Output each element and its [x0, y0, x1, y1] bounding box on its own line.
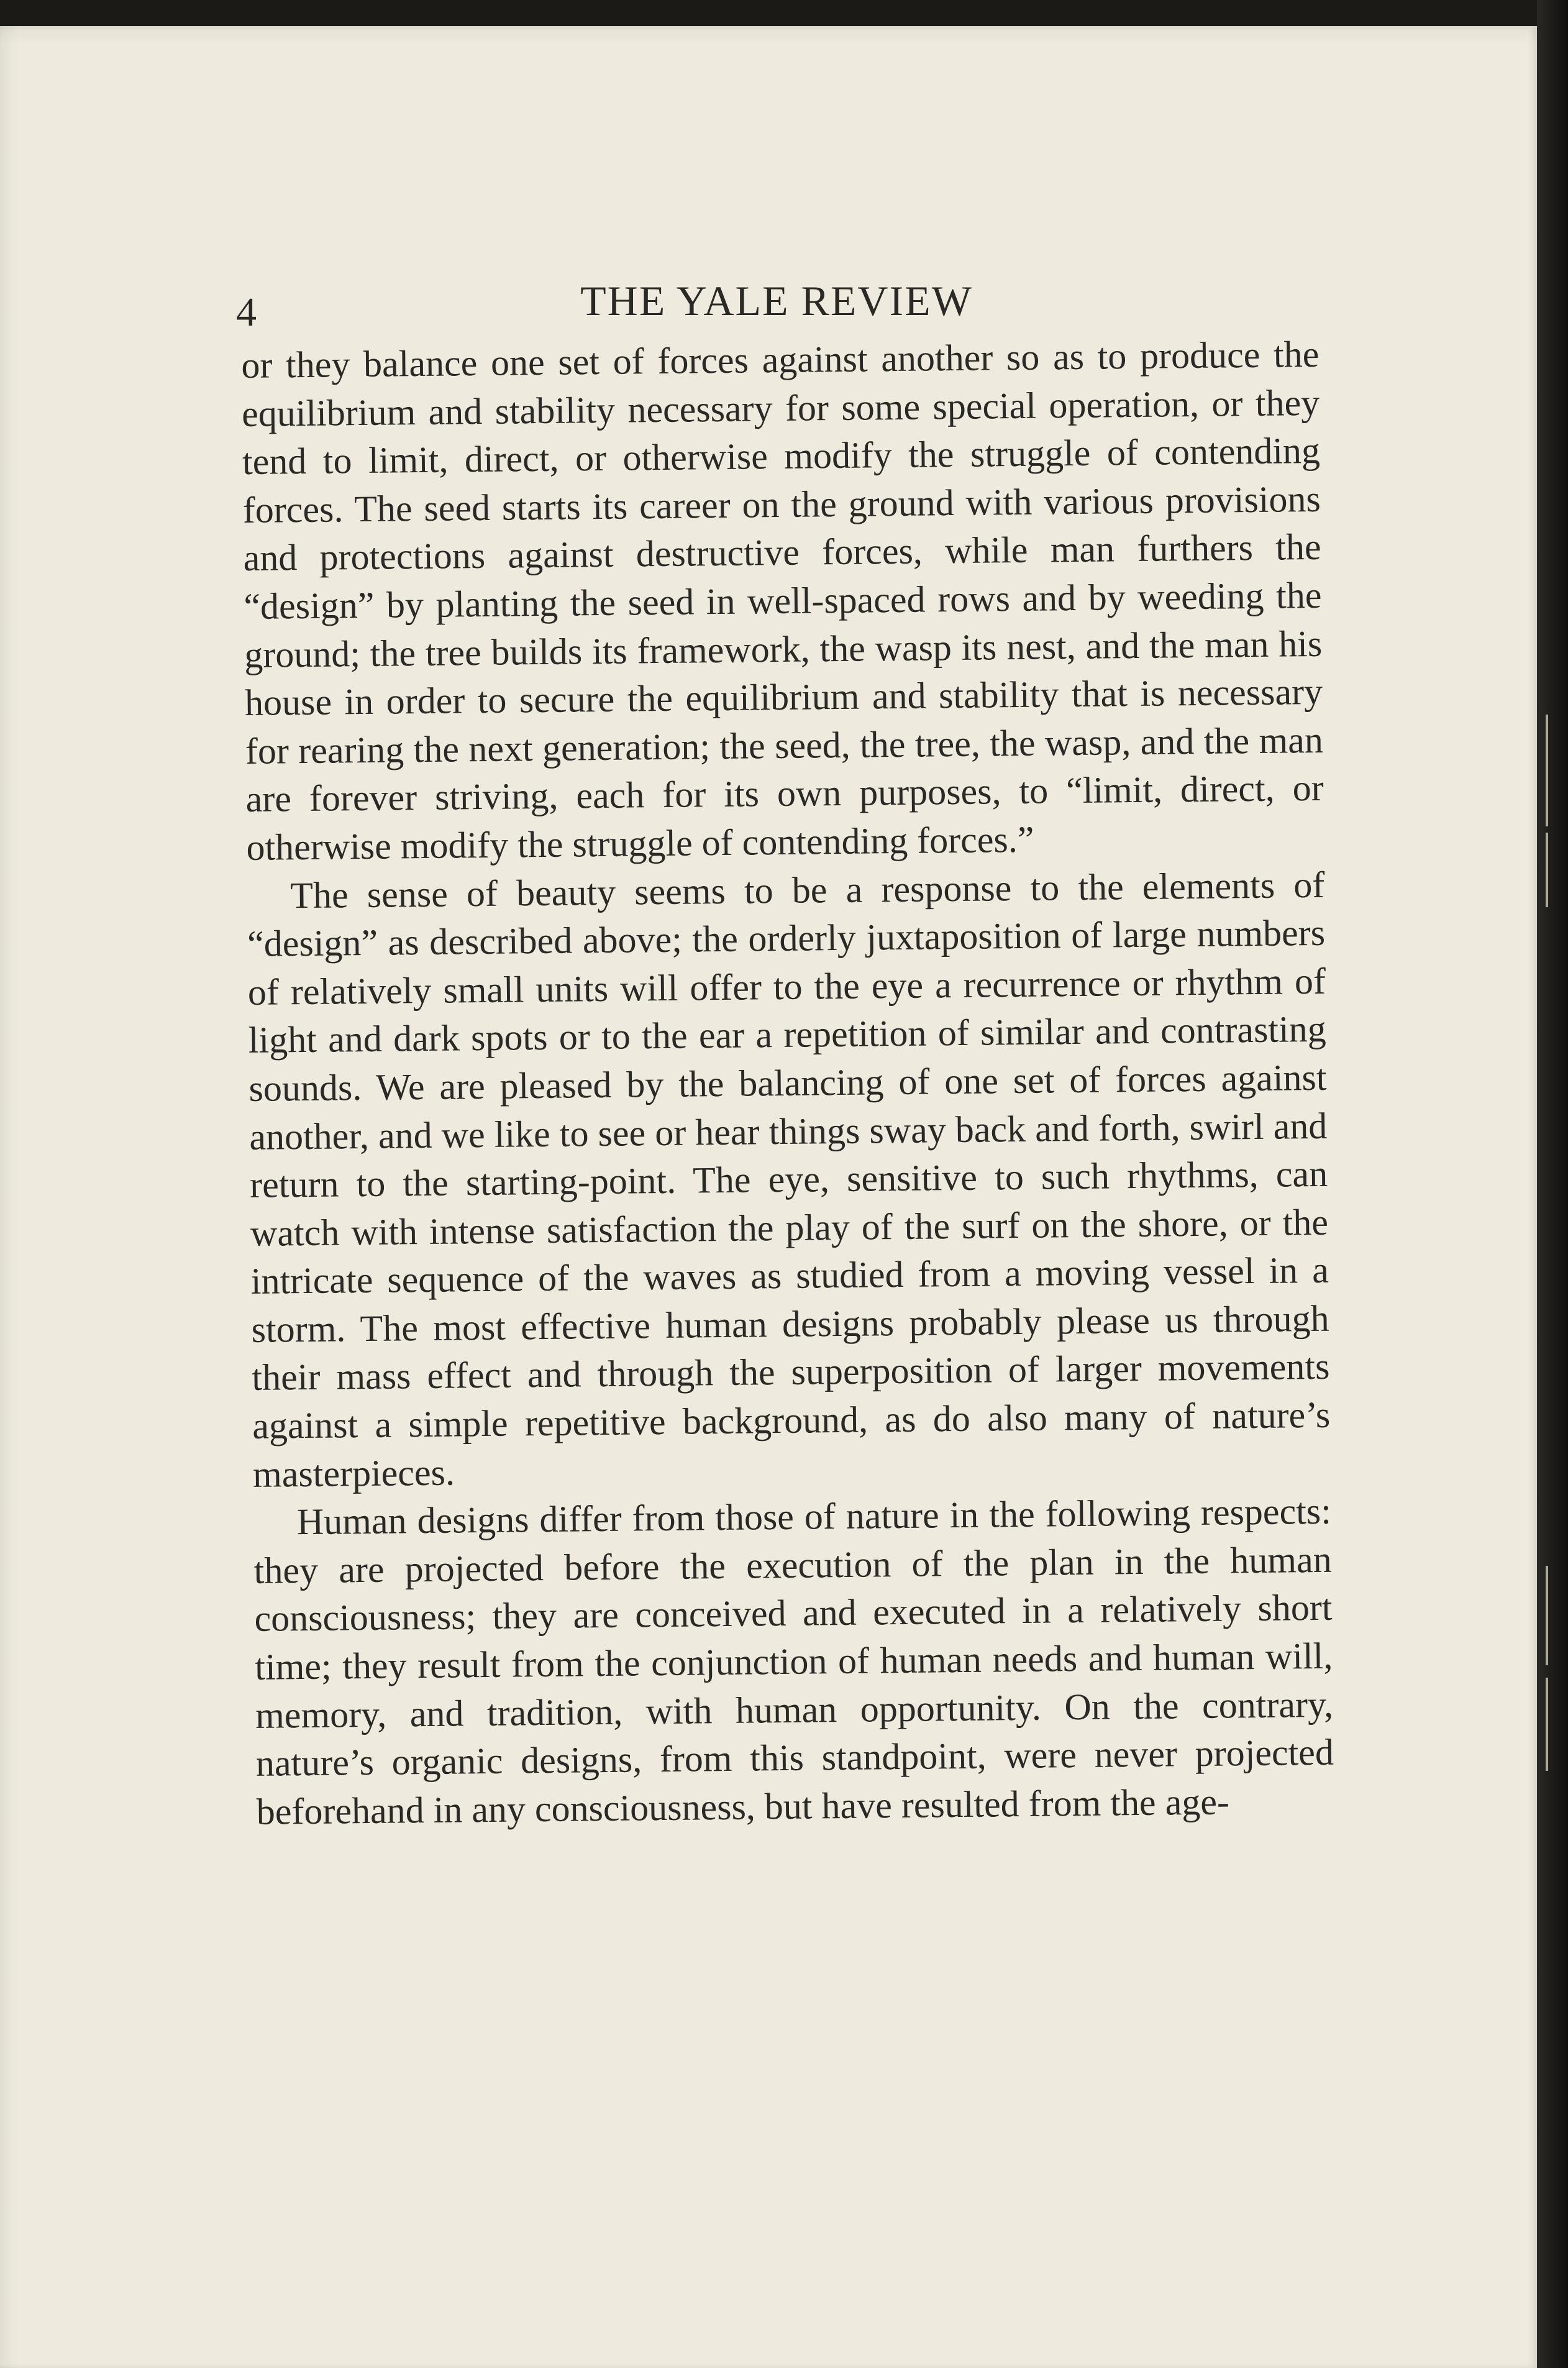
binding-thread — [1546, 1566, 1548, 1665]
paragraph: or they balance one set of forces against another so as to produce the equilibrium and stability necessary for some special operation, or they tend to limit, direct, or otherwise modify the struggle of contending forces. The seed starts its career on the ground with various provisions and protections against destructive forces, while man furthers the “design” by planting the seed in well-spaced rows and by weeding the ground; the tree builds its framework, the wasp its nest, and the man his house in order to secure the equilibrium and stability that is necessary for rearing the next generation; the seed, the tree, the wasp, and the man are forever striving, each for its own purposes, to “limit, direct, or otherwise modify the struggle of contending forces.” — [241, 333, 1324, 868]
page-header — [236, 264, 1317, 339]
binding-thread — [1546, 833, 1548, 907]
paragraph: The sense of beauty seems to be a response to the elements of “design” as described above; the orderly juxtaposition of large numbers of relatively small units will offer to the eye a recurrence or rhythm of light and dark spots or to the ear a repetition of similar and contrasting sounds. We are pleased by the balancing of one set of forces against another, and we like to see or hear things sway back and forth, swirl and return to the starting-point. The eye, sensitive to such rhythms, can watch with intense satisfaction the play of the surf on the shore, or the intricate sequence of the waves as studied from a moving vessel in a storm. The most effective human designs probably please us through their mass effect and through the superposition of larger movements against a simple repetitive background, as do also many of nature’s masterpieces. — [247, 864, 1331, 1495]
binding-thread — [1546, 1678, 1548, 1771]
binding-thread — [1546, 715, 1548, 826]
paragraph: Human designs differ from those of nature in the following respects: they are projected before the execution of the plan in the human consciousness; they are conceived and executed in a relatively short time; they result from the conjunction of human needs and human will, memory, and tradition, with human opportunity. On the contrary, nature’s organic designs, from this standpoint, were never projected beforehand in any consciousness, but have resulted from the age- — [253, 1490, 1334, 1832]
body-text — [241, 331, 1334, 1836]
book-spine-edge — [1537, 0, 1568, 2368]
page-number: 4 — [236, 290, 257, 335]
running-head: THE YALE REVIEW — [580, 277, 973, 324]
